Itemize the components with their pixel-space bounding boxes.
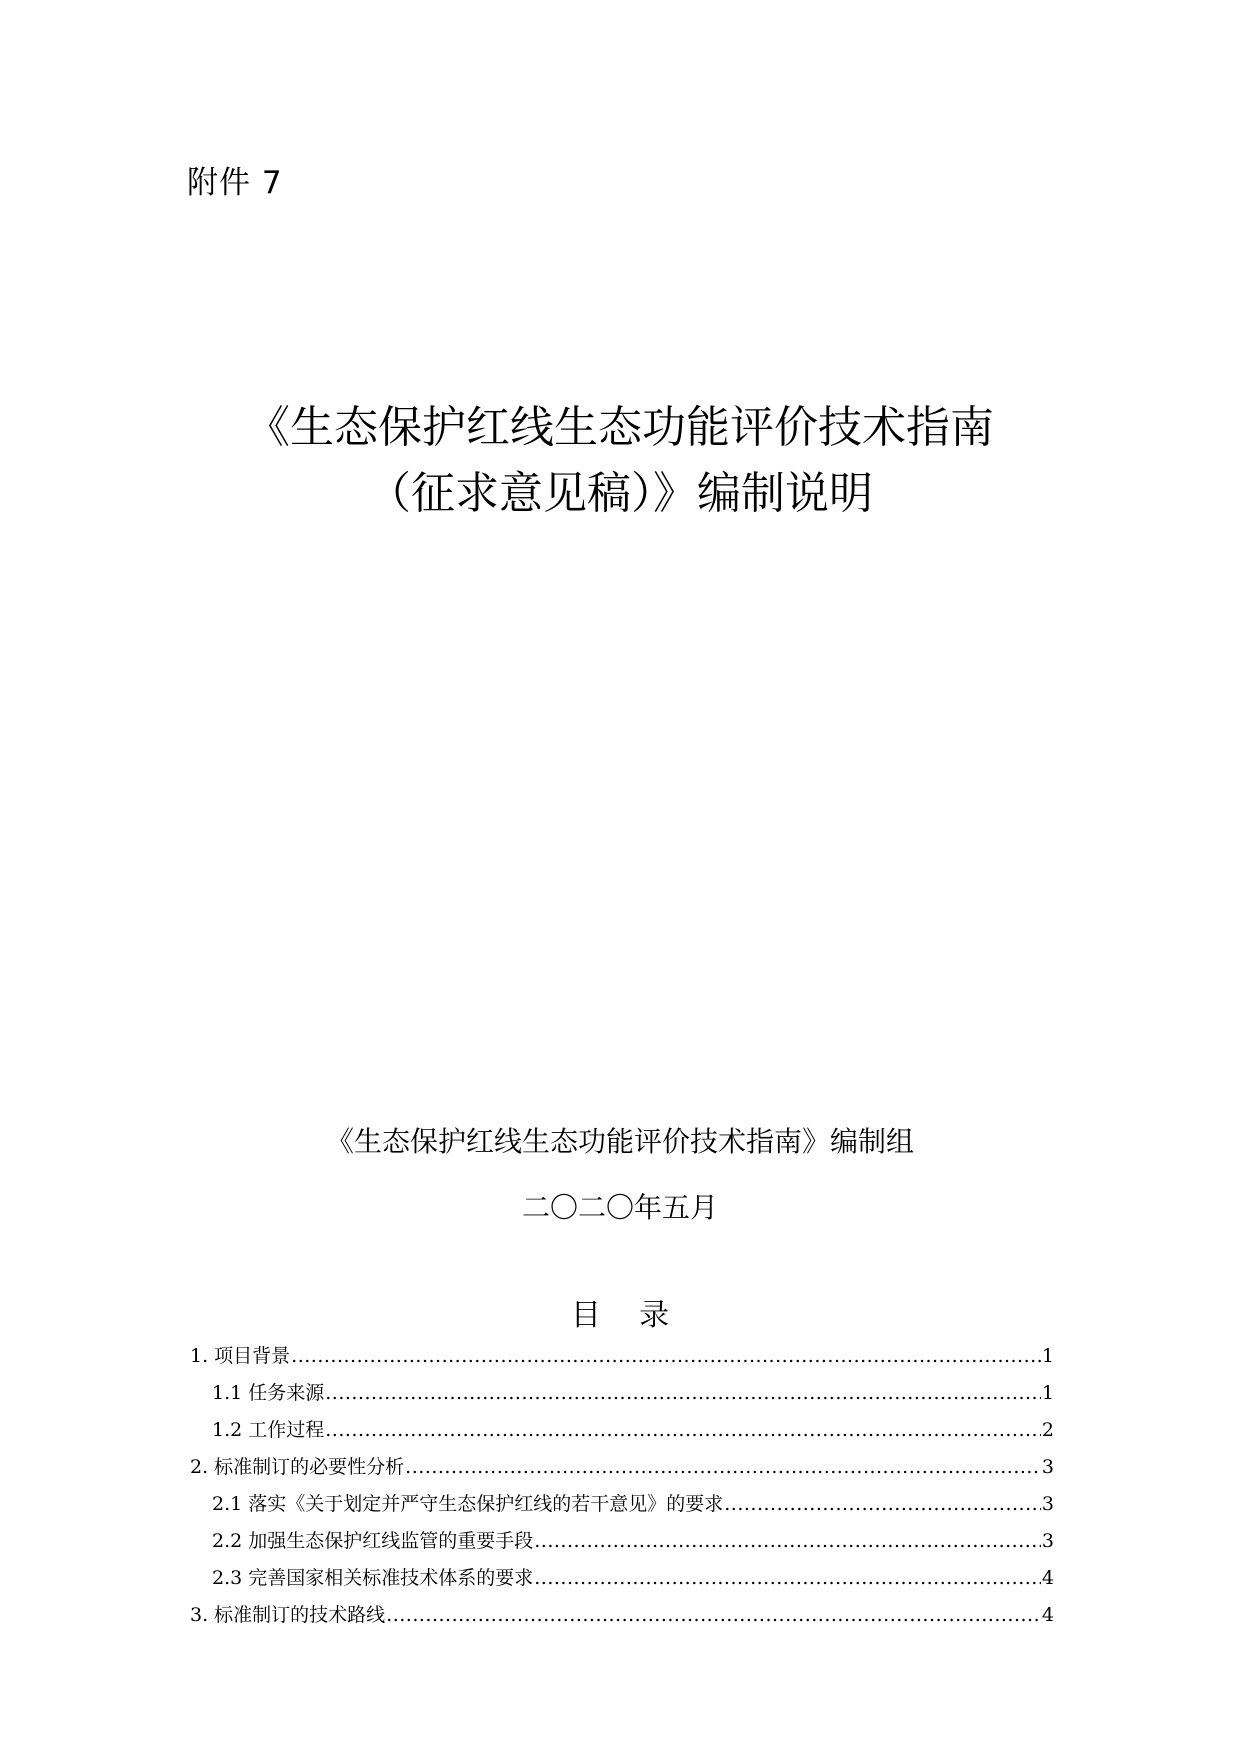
toc-leader-dots (325, 1412, 1041, 1449)
toc-page-number: 1 (1041, 1345, 1054, 1367)
toc-entry[interactable] (190, 1486, 1054, 1523)
toc-page-number: 3 (1041, 1456, 1054, 1478)
document-title-line-2: （征求意见稿）》编制说明 (367, 468, 873, 519)
toc-entry-title: 3. 标准制订的技术路线 (190, 1604, 386, 1626)
toc-entry[interactable] (190, 1523, 1054, 1560)
organization-name: 《生态保护红线生态功能评价技术指南》编制组 (325, 1125, 914, 1158)
toc-leader-dots (534, 1523, 1041, 1560)
toc-entry[interactable] (190, 1338, 1054, 1375)
toc-entry-title: 1.2 工作过程 (212, 1419, 325, 1441)
toc-leader-dots (405, 1449, 1041, 1486)
table-of-contents (190, 1338, 1054, 1634)
toc-entry-title: 1. 项目背景 (190, 1345, 291, 1367)
toc-page-number: 4 (1041, 1567, 1054, 1589)
toc-entry-title: 2. 标准制订的必要性分析 (190, 1456, 405, 1478)
toc-leader-dots (325, 1375, 1041, 1412)
toc-leader-dots (386, 1597, 1041, 1634)
toc-entry[interactable] (190, 1375, 1054, 1412)
attachment-label: 附件 7 (187, 165, 283, 201)
document-date: 二〇二〇年五月 (521, 1191, 718, 1224)
toc-entry-title: 1.1 任务来源 (212, 1382, 325, 1404)
toc-leader-dots (534, 1560, 1041, 1597)
toc-entry-title: 2.1 落实《关于划定并严守生态保护红线的若干意见》的要求 (212, 1493, 724, 1515)
toc-entry-title: 2.2 加强生态保护红线监管的重要手段 (212, 1530, 534, 1552)
toc-leader-dots (291, 1338, 1041, 1375)
toc-heading: 目 录 (570, 1298, 670, 1333)
toc-entry[interactable] (190, 1412, 1054, 1449)
toc-page-number: 1 (1041, 1382, 1054, 1404)
toc-entry[interactable] (190, 1560, 1054, 1597)
toc-entry-title: 2.3 完善国家相关标准技术体系的要求 (212, 1567, 534, 1589)
toc-page-number: 3 (1041, 1530, 1054, 1552)
toc-entry[interactable] (190, 1597, 1054, 1634)
toc-entry[interactable] (190, 1449, 1054, 1486)
toc-leader-dots (724, 1486, 1041, 1523)
toc-page-number: 3 (1041, 1493, 1054, 1515)
toc-page-number: 2 (1041, 1419, 1054, 1441)
document-title-line-1: 《生态保护红线生态功能评价技术指南 (246, 402, 994, 453)
toc-page-number: 4 (1041, 1604, 1054, 1626)
